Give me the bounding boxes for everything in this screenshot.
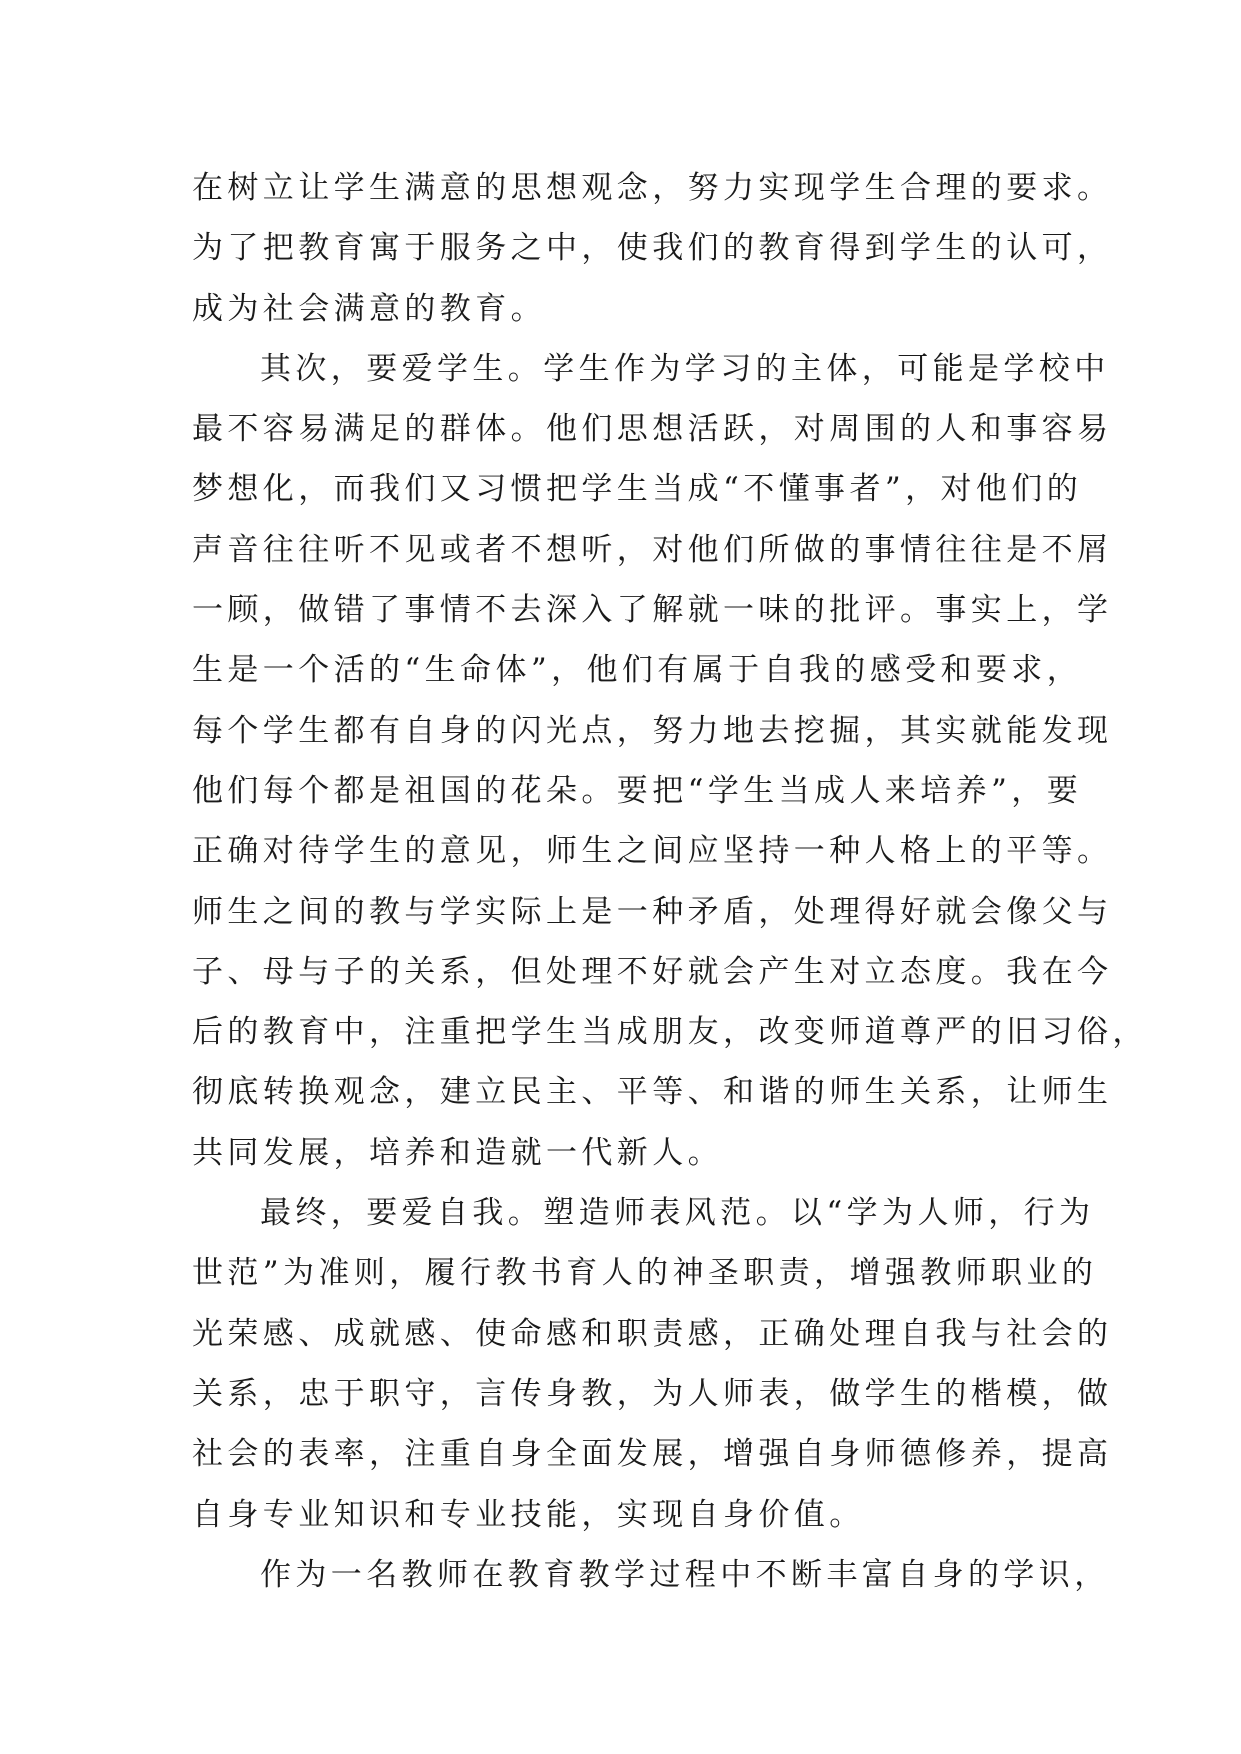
text-line: 世范”为准则，履行教书育人的神圣职责，增强教师职业的	[192, 1255, 1098, 1292]
text-line: 一顾，做错了事情不去深入了解就一味的批评。事实上，学	[192, 592, 1113, 629]
text-line: 师生之间的教与学实际上是一种矛盾，处理得好就会像父与	[192, 893, 1113, 930]
text-line: 最终，要爱自我。塑造师表风范。以“学为人师，行为	[260, 1195, 1095, 1232]
text-line: 每个学生都有自身的闪光点，努力地去挖掘，其实就能发现	[192, 712, 1113, 749]
text-line: 正确对待学生的意见，师生之间应坚持一种人格上的平等。	[192, 833, 1113, 870]
text-line: 作为一名教师在教育教学过程中不断丰富自身的学识，	[260, 1556, 1110, 1593]
text-line: 自身专业知识和专业技能，实现自身价值。	[192, 1496, 865, 1533]
text-line: 社会的表率，注重自身全面发展，增强自身师德修养，提高	[192, 1436, 1113, 1473]
text-line: 其次，要爱学生。学生作为学习的主体，可能是学校中	[260, 350, 1110, 387]
text-line: 光荣感、成就感、使命感和职责感，正确处理自我与社会的	[192, 1315, 1113, 1352]
text-line: 最不容易满足的群体。他们思想活跃，对周围的人和事容易	[192, 411, 1113, 448]
text-line: 成为社会满意的教育。	[192, 290, 546, 327]
text-line: 生是一个活的“生命体”，他们有属于自我的感受和要求，	[192, 652, 1083, 689]
text-line: 子、母与子的关系，但处理不好就会产生对立态度。我在今	[192, 953, 1113, 990]
text-line: 梦想化，而我们又习惯把学生当成“不懂事者”，对他们的	[192, 471, 1083, 508]
text-line: 声音往往听不见或者不想听，对他们所做的事情往往是不屑	[192, 531, 1113, 568]
text-line: 他们每个都是祖国的花朵。要把“学生当成人来培养”，要	[192, 772, 1083, 809]
body-text	[192, 158, 1148, 1605]
text-line: 关系，忠于职守，言传身教，为人师表，做学生的楷模，做	[192, 1375, 1113, 1412]
text-line: 共同发展，培养和造就一代新人。	[192, 1134, 723, 1171]
text-line: 在树立让学生满意的思想观念，努力实现学生合理的要求。	[192, 170, 1113, 206]
text-line: 彻底转换观念，建立民主、平等、和谐的师生关系，让师生	[192, 1074, 1113, 1111]
text-line: 后的教育中，注重把学生当成朋友，改变师道尊严的旧习俗，	[192, 1014, 1148, 1051]
text-line: 为了把教育寓于服务之中，使我们的教育得到学生的认可，	[192, 230, 1113, 267]
